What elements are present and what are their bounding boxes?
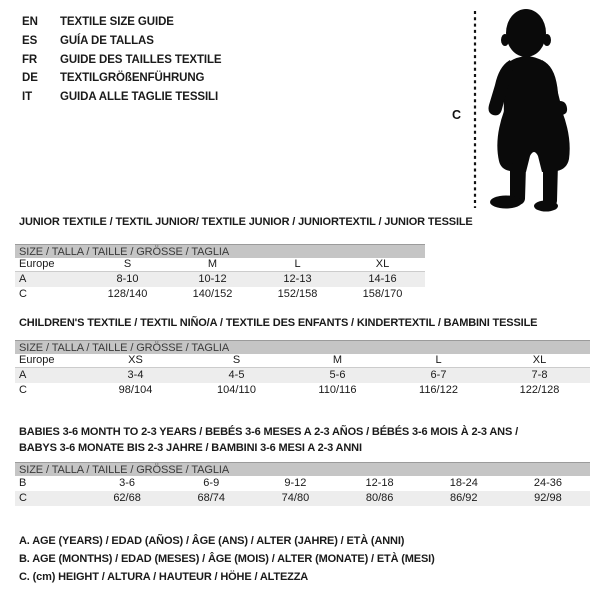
table-row [15, 354, 590, 368]
cell: 80/86 [365, 492, 394, 504]
language-list [22, 13, 222, 106]
cell: 24-36 [533, 477, 563, 489]
babies-heading-line2: BABYS 3-6 MONATE BIS 2-3 JAHRE / BAMBINI 3-6 MESI A 2-3 ANNI [19, 442, 362, 454]
height-measure-label: C [452, 108, 462, 122]
language-row-en [22, 13, 222, 32]
language-row-it [22, 88, 222, 107]
cell: 110/116 [318, 384, 357, 396]
language-title: GUIDA ALLE TAGLIE TESSILI [60, 91, 219, 104]
language-title: TEXTILE SIZE GUIDE [60, 16, 174, 29]
language-code: FR [22, 53, 38, 66]
row-label: B [19, 477, 27, 489]
table-row [15, 383, 590, 398]
row-label: A [19, 273, 27, 285]
row-label: C [19, 288, 27, 300]
babies-size-bar: SIZE / TALLA / TAILLE / GRÖSSE / TAGLIA [15, 462, 590, 476]
cell: 8-10 [116, 273, 139, 285]
height-figure [450, 5, 590, 213]
cell: 14-16 [368, 273, 397, 285]
cell: 6-7 [430, 369, 447, 381]
cell: 158/170 [362, 288, 403, 300]
row-label: Europe [19, 258, 55, 270]
language-code: ES [22, 35, 38, 48]
table-row [15, 258, 425, 272]
table-row [15, 476, 590, 491]
cell: S [123, 258, 132, 270]
cell: 74/80 [281, 492, 310, 504]
row-label: C [19, 384, 27, 396]
row-label: C [19, 492, 27, 504]
cell: XL [532, 354, 547, 366]
language-title: TEXTILGRÖßENFÜHRUNG [60, 72, 205, 85]
cell: 5-6 [329, 369, 346, 381]
cell: 92/98 [534, 492, 562, 504]
cell: 12-18 [365, 477, 394, 489]
babies-section-heading [19, 424, 518, 456]
cell: 104/110 [217, 384, 256, 396]
language-row-es [22, 32, 222, 51]
language-code: IT [22, 91, 33, 104]
cell: 7-8 [531, 369, 548, 381]
table-row [15, 491, 590, 506]
cell: 140/152 [192, 288, 233, 300]
cell: M [207, 258, 218, 270]
children-size-table [15, 340, 590, 398]
babies-heading-line1: BABIES 3-6 MONTH TO 2-3 YEARS / BEBÉS 3-6 MESES A 2-3 AÑOS / BÉBÉS 3-6 MOIS À 2-3 ANS / [19, 426, 518, 438]
cell: XS [128, 354, 143, 366]
legend-line-a: A. AGE (YEARS) / EDAD (AÑOS) / ÂGE (ANS) / ALTER (JAHRE) / ETÀ (ANNI) [19, 535, 405, 547]
legend-line-b: B. AGE (MONTHS) / EDAD (MESES) / ÂGE (MOIS) / ALTER (MONATE) / ETÀ (MESI) [19, 552, 435, 565]
junior-size-bar: SIZE / TALLA / TAILLE / GRÖSSE / TAGLIA [15, 244, 425, 258]
children-section-heading: CHILDREN'S TEXTILE / TEXTIL NIÑO/A / TEXTILE DES ENFANTS / KINDERTEXTIL / BAMBINI TESSILE [19, 317, 538, 329]
cell: 18-24 [449, 477, 478, 489]
cell: 9-12 [284, 477, 307, 489]
junior-size-table [15, 244, 425, 302]
language-code: EN [22, 16, 38, 29]
cell: 4-5 [228, 369, 245, 381]
cell: 86/92 [450, 492, 478, 504]
cell: 116/122 [419, 384, 458, 396]
language-title: GUIDE DES TAILLES TEXTILE [60, 53, 222, 66]
language-row-fr [22, 50, 222, 69]
table-row [15, 272, 425, 287]
baby-silhouette-icon [450, 5, 590, 213]
language-title: GUÍA DE TALLAS [60, 35, 154, 48]
cell: 128/140 [107, 288, 148, 300]
cell: 122/128 [519, 384, 560, 396]
cell: 152/158 [277, 288, 318, 300]
language-code: DE [22, 72, 38, 85]
cell: 6-9 [203, 477, 220, 489]
row-label: Europe [19, 354, 55, 366]
cell: M [332, 354, 343, 366]
cell: 10-12 [198, 273, 227, 285]
cell: 62/68 [113, 492, 141, 504]
cell: 12-13 [283, 273, 312, 285]
language-row-de [22, 69, 222, 88]
table-row [15, 368, 590, 383]
cell: XL [375, 258, 390, 270]
cell: 3-6 [119, 477, 136, 489]
measure-legend [19, 533, 435, 586]
cell: 98/104 [118, 384, 153, 396]
cell: 68/74 [197, 492, 226, 504]
junior-section-heading: JUNIOR TEXTILE / TEXTIL JUNIOR/ TEXTILE JUNIOR / JUNIORTEXTIL / JUNIOR TESSILE [19, 216, 473, 228]
babies-size-table [15, 462, 590, 506]
cell: 3-4 [127, 369, 144, 381]
cell: L [435, 354, 442, 366]
children-size-bar: SIZE / TALLA / TAILLE / GRÖSSE / TAGLIA [15, 340, 590, 354]
cell: L [294, 258, 301, 270]
cell: S [232, 354, 241, 366]
row-label: A [19, 369, 27, 381]
table-row [15, 287, 425, 302]
legend-line-c: C. (cm) HEIGHT / ALTURA / HAUTEUR / HÖHE / ALTEZZA [19, 570, 309, 583]
